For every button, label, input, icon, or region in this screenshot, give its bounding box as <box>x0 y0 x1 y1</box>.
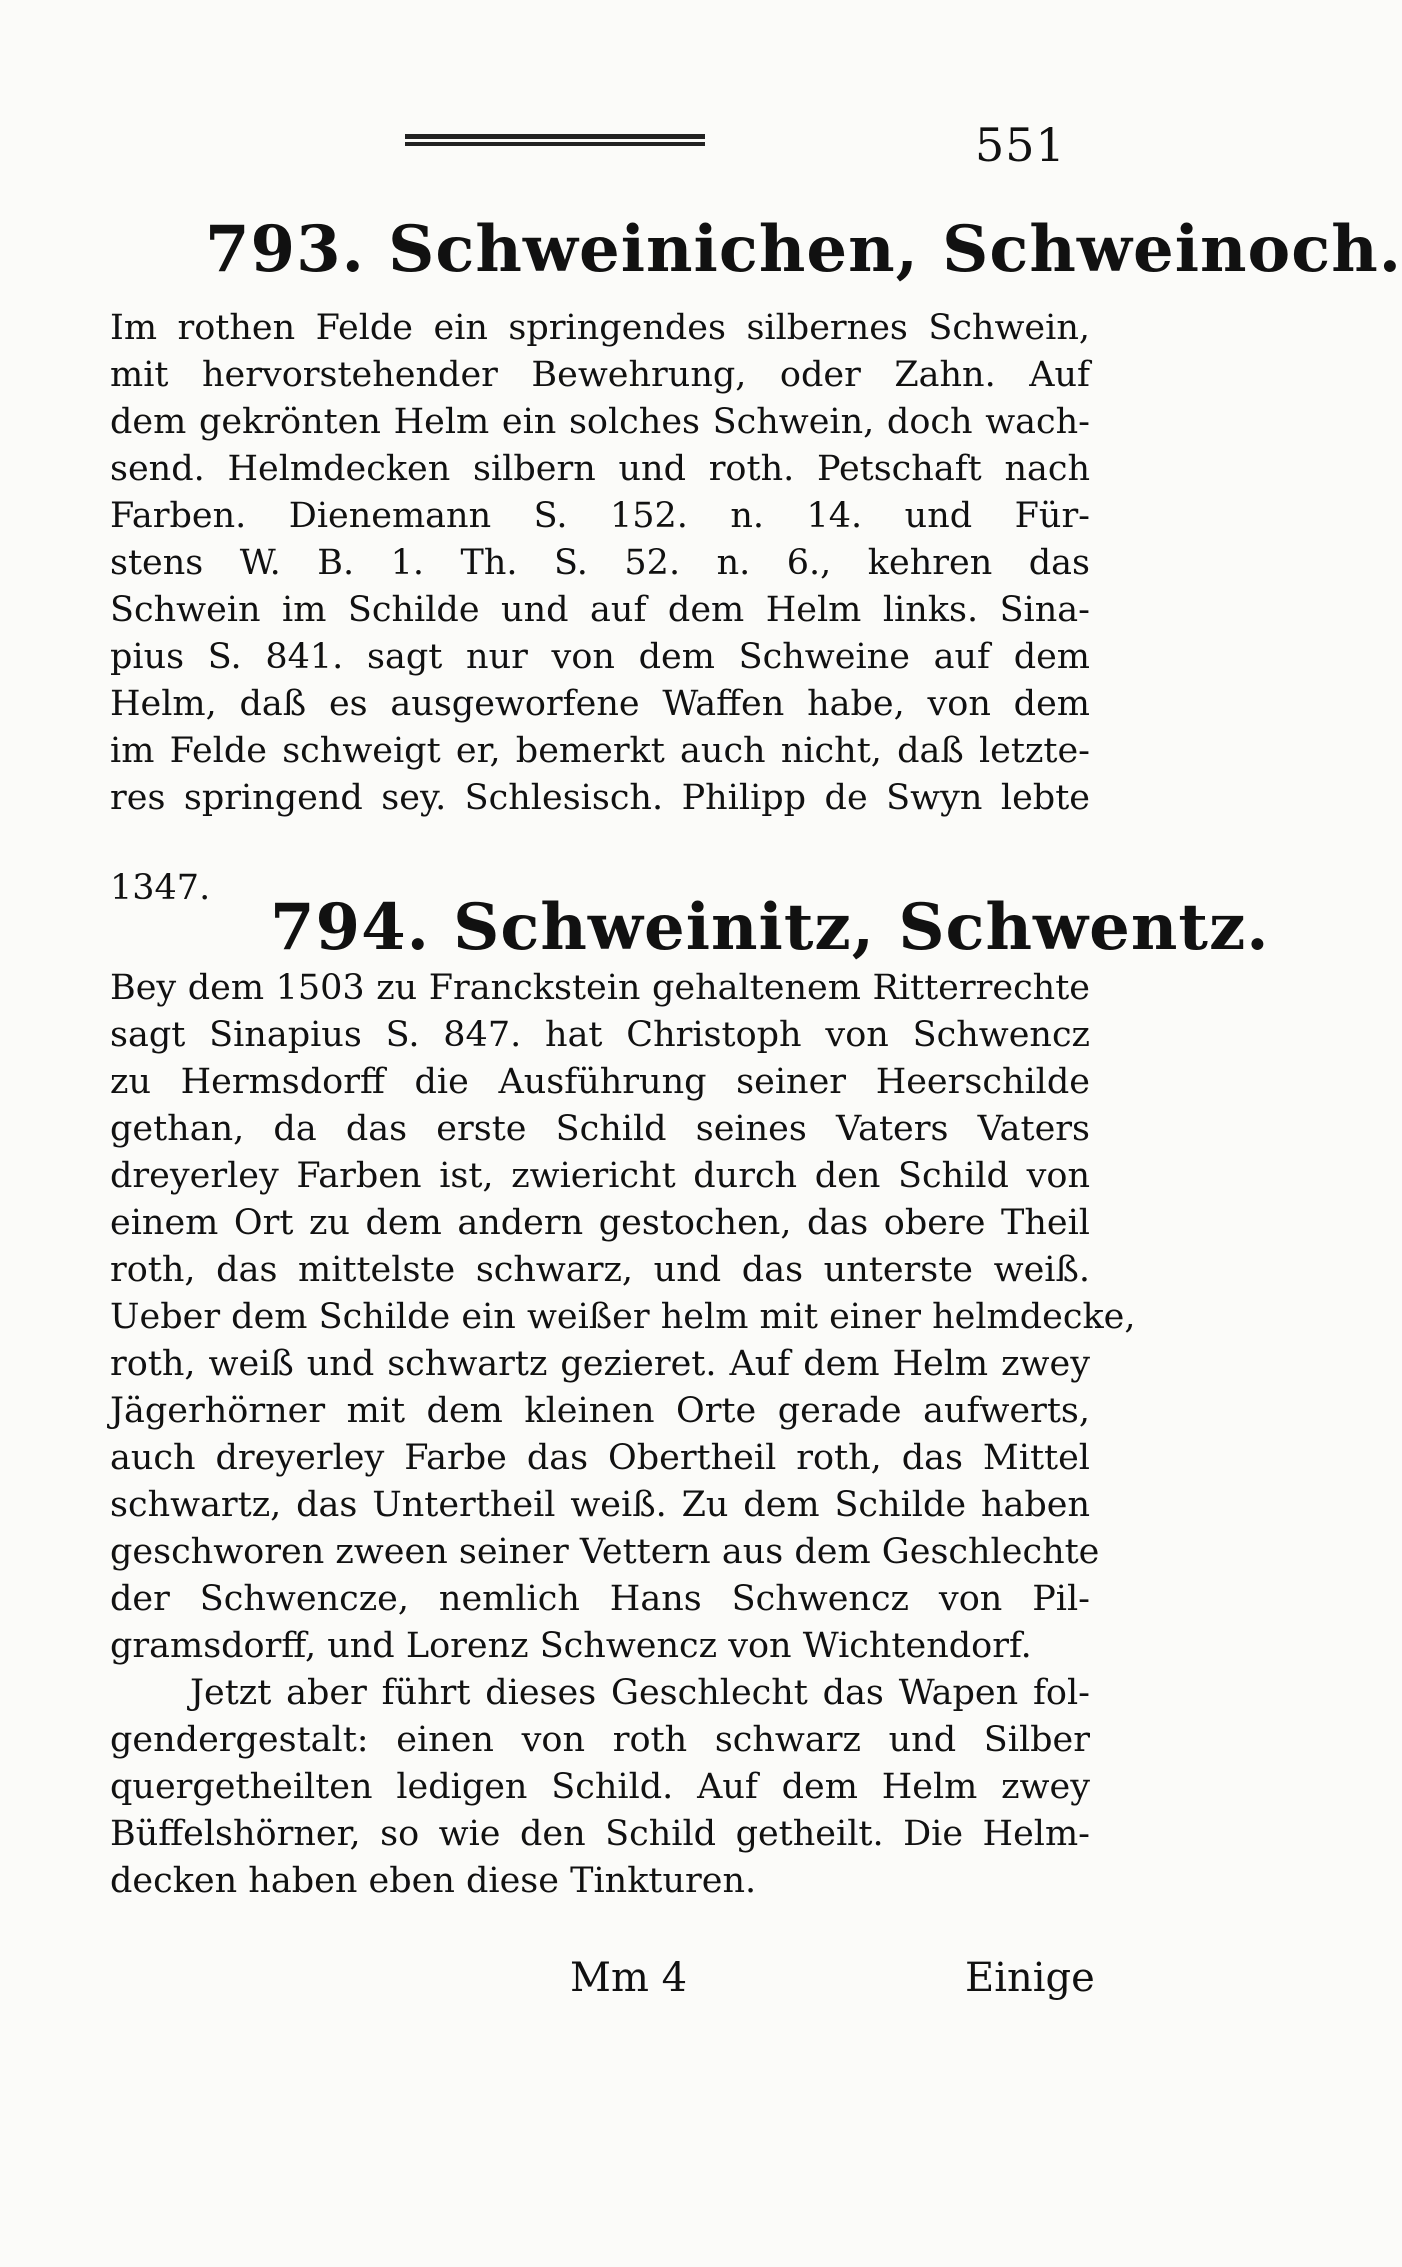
text-line: mit hervorstehender Bewehrung, oder Zahn. Auf <box>110 355 1090 395</box>
paragraph-first-line: Jetzt aber führt dieses Geschlecht das Wapen fol- <box>190 1673 1090 1713</box>
text-line: Farben. Dienemann S. 152. n. 14. und Für- <box>110 496 1090 536</box>
text-line: der Schwencze, nemlich Hans Schwencz von Pil- <box>110 1579 1090 1619</box>
text-line: dreyerley Farben ist, zwiericht durch den Schild von <box>110 1156 1090 1196</box>
text-line: auch dreyerley Farbe das Obertheil roth, das Mittel <box>110 1438 1090 1478</box>
text-line: Büffelshörner, so wie den Schild getheilt. Die Helm- <box>110 1814 1090 1854</box>
text-line: im Felde schweigt er, bemerkt auch nicht, daß letzte- <box>110 731 1090 771</box>
entry-text-794 <box>110 965 1136 1905</box>
text-line: gethan, da das erste Schild seines Vaters Vaters <box>110 1109 1090 1149</box>
signature-mark: Mm 4 <box>570 1955 688 2001</box>
text-line: decken haben eben diese Tinkturen. <box>110 1861 757 1901</box>
text-line: geschworen zween seiner Vettern aus dem Geschlechte <box>110 1532 1100 1572</box>
text-line: gramsdorff, und Lorenz Schwencz von Wichtendorf. <box>110 1626 1032 1666</box>
entry-title-793: 793. Schweinichen, Schweinoch. <box>205 212 1402 287</box>
text-line: roth, das mittelste schwarz, und das unterste weiß. <box>110 1250 1090 1290</box>
text-line: Bey dem 1503 zu Franckstein gehaltenem Ritterrechte <box>110 968 1090 1008</box>
text-line: Im rothen Felde ein springendes silbernes Schwein, <box>110 308 1090 348</box>
text-line: Schwein im Schilde und auf dem Helm links. Sina- <box>110 590 1090 630</box>
text-line: zu Hermsdorff die Ausführung seiner Heerschilde <box>110 1062 1090 1102</box>
text-line: sagt Sinapius S. 847. hat Christoph von Schwencz <box>110 1015 1090 1055</box>
text-line: einem Ort zu dem andern gestochen, das obere Theil <box>110 1203 1090 1243</box>
text-line: schwartz, das Untertheil weiß. Zu dem Schilde haben <box>110 1485 1090 1525</box>
text-line: Helm, daß es ausgeworfene Waffen habe, von dem <box>110 684 1090 724</box>
text-line: Ueber dem Schilde ein weißer helm mit einer helmdecke, <box>110 1297 1136 1337</box>
entry-title-794: 794. Schweinitz, Schwentz. <box>270 890 1270 965</box>
entry-tail-793: 1347. <box>110 868 211 908</box>
text-line: dem gekrönten Helm ein solches Schwein, doch wach- <box>110 402 1090 442</box>
catchword: Einige <box>965 1955 1095 2001</box>
page-number: 551 <box>975 118 1066 172</box>
text-line: send. Helmdecken silbern und roth. Petschaft nach <box>110 449 1090 489</box>
text-line: pius S. 841. sagt nur von dem Schweine auf dem <box>110 637 1090 677</box>
text-line: gendergestalt: einen von roth schwarz und Silber <box>110 1720 1090 1760</box>
text-line: res springend sey. Schlesisch. Philipp de Swyn lebte <box>110 778 1090 818</box>
text-line: stens W. B. 1. Th. S. 52. n. 6., kehren das <box>110 543 1090 583</box>
text-line: quergetheilten ledigen Schild. Auf dem Helm zwey <box>110 1767 1090 1807</box>
header-rule <box>405 134 705 146</box>
entry-text-793 <box>110 305 1090 822</box>
text-line: Jägerhörner mit dem kleinen Orte gerade aufwerts, <box>110 1391 1090 1431</box>
text-line: roth, weiß und schwartz gezieret. Auf dem Helm zwey <box>110 1344 1090 1384</box>
